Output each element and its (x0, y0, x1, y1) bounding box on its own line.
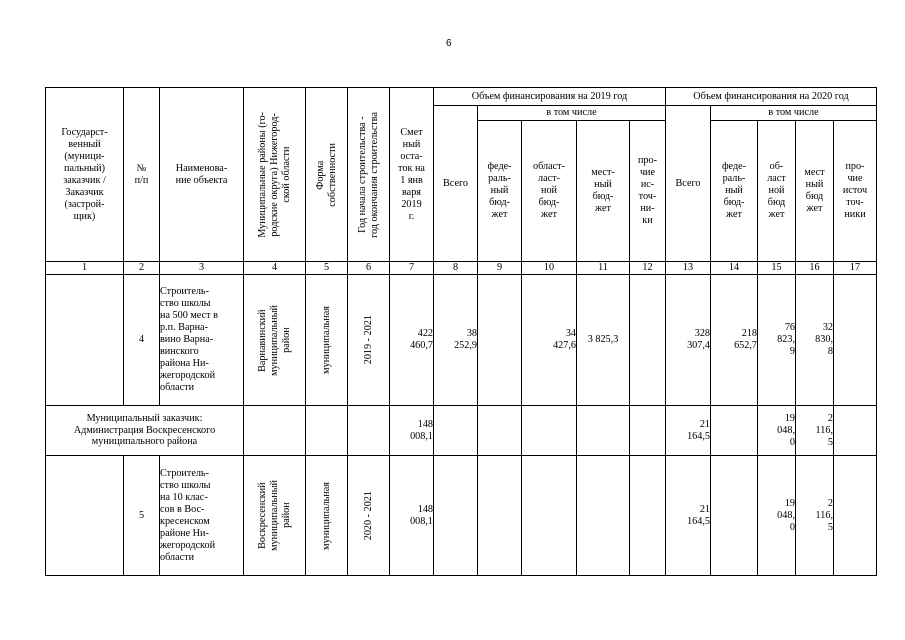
row5-total-2020: 21 164,5 (666, 456, 711, 576)
column-number: 7 (390, 262, 434, 275)
header-object-name: Наименова- ние объекта (160, 88, 244, 262)
header-local-2019: мест- ный бюд- жет (577, 121, 630, 262)
empty-cell (711, 456, 758, 576)
row4-local-2019: 3 825,3 (577, 275, 630, 406)
column-number: 2 (124, 262, 160, 275)
header-district: Муниципальные районы (го- родские округа) Нижегород- ской области (244, 88, 306, 262)
header-estimate-balance: Смет ный оста- ток на 1 янв варя 2019 г. (390, 88, 434, 262)
column-number: 13 (666, 262, 711, 275)
row4-federal-2019 (478, 275, 522, 406)
row5-number: 5 (124, 456, 160, 576)
row4-estimate-balance: 422 460,7 (390, 275, 434, 406)
row4-number: 4 (124, 275, 160, 406)
column-number: 3 (160, 262, 244, 275)
row4-total-2019: 38 252,9 (434, 275, 478, 406)
row4-district: Варнавинский муниципальный район (244, 275, 306, 406)
customer-local-2020: 2 116, 5 (796, 406, 834, 456)
table-row (46, 456, 877, 576)
empty-cell (577, 406, 630, 456)
column-number: 4 (244, 262, 306, 275)
table-row (46, 275, 877, 406)
customer-regional-2020: 19 048, 0 (758, 406, 796, 456)
empty-cell (478, 406, 522, 456)
row4-local-2020: 32 830, 8 (796, 275, 834, 406)
empty-cell (834, 406, 877, 456)
row4-other-2020 (834, 275, 877, 406)
column-number: 8 (434, 262, 478, 275)
row4-customer-cell (46, 275, 124, 406)
row4-ownership: муниципальная (306, 275, 348, 406)
column-number: 15 (758, 262, 796, 275)
table-row (46, 406, 877, 456)
header-total-2020: Всего (666, 106, 711, 262)
header-years: Год начала строительства - год окончания строительства (348, 88, 390, 262)
row5-object-name: Строитель- ство школы на 10 клас- сов в Вос- кресенском районе Ни- жегородской области (160, 456, 244, 576)
column-numbers-row (46, 262, 877, 275)
column-number: 9 (478, 262, 522, 275)
row4-object-name: Строитель- ство школы на 500 мест в р.п. Варна- вино Варна- винского района Ни- жегородской области (160, 275, 244, 406)
row4-total-2020: 328 307,4 (666, 275, 711, 406)
column-number: 16 (796, 262, 834, 275)
empty-cell (630, 456, 666, 576)
empty-cell (478, 456, 522, 576)
customer-estimate-balance: 148 008,1 (390, 406, 434, 456)
header-federal-2020: феде- раль- ный бюд- жет (711, 121, 758, 262)
header-federal-2019: феде- раль- ный бюд- жет (478, 121, 522, 262)
header-financing-2019: Объем финансирования на 2019 год (434, 88, 666, 106)
empty-cell (306, 406, 348, 456)
row4-regional-2020: 76 823, 9 (758, 275, 796, 406)
empty-cell (577, 456, 630, 576)
row5-district: Воскресенский муниципальный район (244, 456, 306, 576)
header-regional-2020: об- ласт ной бюд жет (758, 121, 796, 262)
row5-years: 2020 - 2021 (348, 456, 390, 576)
row5-local-2020: 2 116, 5 (796, 456, 834, 576)
customer-total-2020: 21 164,5 (666, 406, 711, 456)
empty-cell (630, 406, 666, 456)
row4-years: 2019 - 2021 (348, 275, 390, 406)
empty-cell (711, 406, 758, 456)
financing-table (45, 87, 877, 576)
column-number: 12 (630, 262, 666, 275)
row5-ownership: муниципальная (306, 456, 348, 576)
row5-regional-2020: 19 048, 0 (758, 456, 796, 576)
row4-other-2019 (630, 275, 666, 406)
header-other-2020: про- чие источ точ- ники (834, 121, 877, 262)
header-including-2019: в том числе (478, 106, 666, 121)
empty-cell (434, 406, 478, 456)
column-number: 11 (577, 262, 630, 275)
column-number: 10 (522, 262, 577, 275)
header-ownership: Форма собственности (306, 88, 348, 262)
row5-estimate-balance: 148 008,1 (390, 456, 434, 576)
page-number: 6 (446, 38, 452, 49)
header-other-2019: про- чие ис- точ- ни- ки (630, 121, 666, 262)
header-total-2019: Всего (434, 106, 478, 262)
column-number: 17 (834, 262, 877, 275)
header-regional-2019: област- ласт- ной бюд- жет (522, 121, 577, 262)
row5-customer-cell (46, 456, 124, 576)
column-number: 5 (306, 262, 348, 275)
empty-cell (348, 406, 390, 456)
empty-cell (522, 456, 577, 576)
header-number: № п/п (124, 88, 160, 262)
empty-cell (434, 456, 478, 576)
row4-federal-2020: 218 652,7 (711, 275, 758, 406)
row4-regional-2019: 34 427,6 (522, 275, 577, 406)
header-including-2020: в том числе (711, 106, 877, 121)
header-financing-2020: Объем финансирования на 2020 год (666, 88, 877, 106)
header-customer: Государст- венный (муници- пальный) заказчик / Заказчик (застрой- щик) (46, 88, 124, 262)
column-number: 14 (711, 262, 758, 275)
empty-cell (834, 456, 877, 576)
municipal-customer-label: Муниципальный заказчик: Администрация Воскресенского муниципального района (46, 406, 244, 456)
column-number: 6 (348, 262, 390, 275)
empty-cell (522, 406, 577, 456)
empty-cell (244, 406, 306, 456)
column-number: 1 (46, 262, 124, 275)
header-local-2020: мест ный бюд жет (796, 121, 834, 262)
